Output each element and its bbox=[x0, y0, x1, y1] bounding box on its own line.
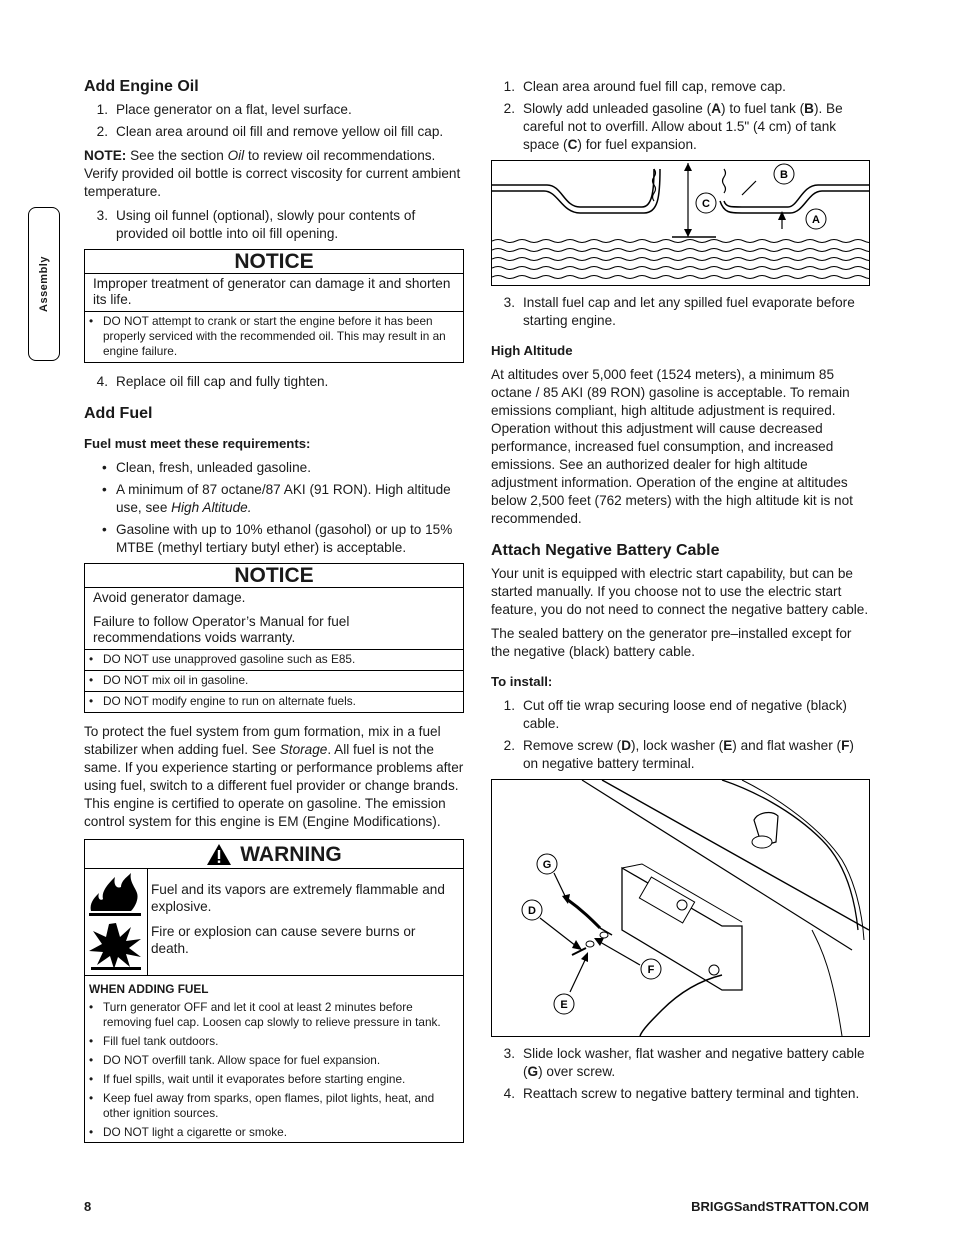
hazard-text-1: Fuel and its vapors are extremely flammable and explosive. bbox=[151, 882, 445, 914]
oil-steps bbox=[84, 101, 464, 141]
list-item: 2. Remove screw (D), lock washer (E) and flat washer (F) on negative battery terminal. bbox=[503, 738, 854, 771]
warning-bullets bbox=[85, 998, 463, 1142]
oil-notice-box bbox=[84, 249, 464, 363]
high-altitude-heading: High Altitude bbox=[491, 343, 573, 358]
notice-bullets bbox=[85, 650, 463, 712]
list-item: • DO NOT use unapproved gasoline such as E85. bbox=[85, 650, 463, 671]
add-fuel-heading: Add Fuel bbox=[84, 405, 153, 422]
list-item: 3. Using oil funnel (optional), slowly pour contents of provided oil bottle into oil fill opening. bbox=[96, 208, 416, 241]
list-item: • DO NOT light a cigarette or smoke. bbox=[85, 1123, 463, 1142]
battery-figure bbox=[491, 779, 870, 1037]
warning-triangle-icon bbox=[206, 843, 232, 866]
battery-heading: Attach Negative Battery Cable bbox=[491, 542, 720, 559]
fig-label-c: C bbox=[702, 198, 710, 210]
list-item: 3. Slide lock washer, flat washer and negative battery cable (G) over screw. bbox=[503, 1046, 865, 1079]
list-item: 2. Clean area around oil fill and remove yellow oil fill cap. bbox=[96, 124, 444, 139]
battery-para-2: The sealed battery on the generator pre–installed except for the negative (black) battery cable. bbox=[491, 626, 852, 659]
fuel-stabilizer-para: To protect the fuel system from gum formation, mix in a fuel stabilizer when adding fuel. See Storage. All fuel is not the same. If you experience starting or performance problems after using fuel, switch to a different fuel provider or change brands. This engine is certified to operate on gasoline. The emission control system for this engine is EM (Engine Modifications). bbox=[84, 724, 464, 829]
fuel-requirements bbox=[102, 459, 464, 557]
battery-steps-2 bbox=[491, 1045, 871, 1103]
battery-para-1: Your unit is equipped with electric start capability, but can be started manually. If you choose not to use the electric start feature, you do not need to connect the negative battery cable. bbox=[491, 566, 869, 617]
list-item: • Gasoline with up to 10% ethanol (gasohol) or up to 15% MTBE (methyl tertiary butyl ether) is acceptable. bbox=[102, 521, 464, 557]
list-item: • DO NOT overfill tank. Allow space for fuel expansion. bbox=[85, 1051, 463, 1070]
notice-lead: Avoid generator damage. Failure to follow Operator’s Manual for fuel recommendations voids warranty. bbox=[85, 588, 463, 650]
fire-icon bbox=[85, 869, 147, 919]
battery-diagram bbox=[492, 780, 869, 1036]
list-item: • DO NOT attempt to crank or start the engine before it has been properly serviced with the recommended oil. This may result in an engine failure. bbox=[85, 312, 463, 362]
fig-label-d: D bbox=[528, 905, 536, 917]
list-item: 4. Reattach screw to negative battery terminal and tighten. bbox=[503, 1086, 860, 1101]
warning-box bbox=[84, 839, 464, 1143]
fuel-tank-diagram bbox=[492, 161, 869, 285]
section-tab bbox=[28, 207, 60, 361]
right-column bbox=[491, 78, 871, 1109]
warning-title-row: WARNING bbox=[85, 840, 463, 869]
page-number: 8 bbox=[84, 1199, 92, 1214]
fig-label-e: E bbox=[560, 999, 568, 1011]
fuel-tank-figure bbox=[491, 160, 870, 286]
list-item: • Fill fuel tank outdoors. bbox=[85, 1032, 463, 1051]
notice-title: NOTICE bbox=[85, 564, 463, 588]
notice-lead: Improper treatment of generator can damage it and shorten its life. bbox=[85, 274, 463, 312]
fig-label-f: F bbox=[647, 964, 655, 976]
hazard-text-2: Fire or explosion can cause severe burns or death. bbox=[151, 924, 416, 956]
battery-steps bbox=[491, 697, 871, 773]
oil-steps-3 bbox=[84, 373, 464, 391]
fuel-requirements-heading: Fuel must meet these requirements: bbox=[84, 436, 311, 451]
explosion-icon bbox=[85, 919, 147, 971]
fig-label-b: B bbox=[780, 169, 788, 181]
notice-bullets bbox=[85, 312, 463, 362]
section-tab-label: Assembly bbox=[38, 256, 51, 312]
list-item: • DO NOT modify engine to run on alternate fuels. bbox=[85, 692, 463, 712]
list-item: • Keep fuel away from sparks, open flames, pilot lights, heat, and other ignition sources. bbox=[85, 1089, 463, 1123]
fig-label-a: A bbox=[812, 214, 820, 226]
high-altitude-text: At altitudes over 5,000 feet (1524 meters), a minimum 85 octane / 85 AKI (89 RON) gasoline is acceptable. To remain emissions compliant, high altitude adjustment is required. Operation without this adjustment will cause decreased performance, increased fuel consumption, and increased emissions. See an authorized dealer for high altitude adjustment information. Operation of the engine at altitudes below 2,500 feet (762 meters) with the high altitude kit is not recommended. bbox=[491, 367, 853, 526]
list-item: 1. Place generator on a flat, level surface. bbox=[96, 102, 352, 117]
list-item: 3. Install fuel cap and let any spilled fuel evaporate before starting engine. bbox=[503, 295, 855, 328]
fig-label-g: G bbox=[542, 859, 552, 871]
footer-site: BRIGGSandSTRATTON.COM bbox=[691, 1199, 869, 1214]
fuel-steps bbox=[491, 78, 871, 154]
oil-note: NOTE: See the section Oil to review oil recommendations. Verify provided oil bottle is correct viscosity for current ambient temperature. bbox=[84, 148, 461, 199]
list-item: • DO NOT mix oil in gasoline. bbox=[85, 671, 463, 692]
oil-steps-2 bbox=[84, 207, 464, 243]
list-item: • Clean, fresh, unleaded gasoline. bbox=[102, 459, 464, 477]
warning-hazards bbox=[85, 869, 463, 976]
list-item: 2. Slowly add unleaded gasoline (A) to fuel tank (B). Be careful not to overfill. Allow about 1.5" (4 cm) of tank space (C) for fuel expansion. bbox=[503, 101, 843, 152]
install-heading: To install: bbox=[491, 674, 553, 689]
list-item: 1. Clean area around fuel fill cap, remove cap. bbox=[503, 79, 786, 94]
list-item: • A minimum of 87 octane/87 AKI (91 RON). High altitude use, see High Altitude. bbox=[102, 481, 464, 517]
add-oil-heading: Add Engine Oil bbox=[84, 78, 199, 95]
notice-title: NOTICE bbox=[85, 250, 463, 274]
fuel-steps-2 bbox=[491, 294, 871, 330]
list-item: • If fuel spills, wait until it evaporates before starting engine. bbox=[85, 1070, 463, 1089]
list-item: 1. Cut off tie wrap securing loose end of negative (black) cable. bbox=[503, 698, 847, 731]
left-column bbox=[84, 78, 464, 1153]
list-item: 4. Replace oil fill cap and fully tighten. bbox=[96, 374, 329, 389]
fuel-notice-box bbox=[84, 563, 464, 713]
warning-subheading: WHEN ADDING FUEL bbox=[89, 982, 209, 996]
list-item: • Turn generator OFF and let it cool at least 2 minutes before removing fuel cap. Loosen cap slowly to relieve pressure in tank. bbox=[85, 998, 463, 1032]
